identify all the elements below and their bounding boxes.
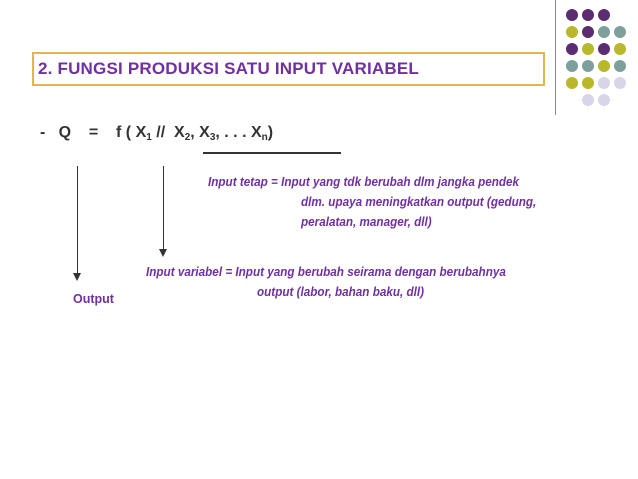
decor-dot bbox=[582, 94, 594, 106]
decor-dot bbox=[614, 60, 626, 72]
equation-subscript-3: 3 bbox=[209, 132, 216, 143]
equation-subscript-1: 1 bbox=[146, 132, 152, 143]
decor-dot bbox=[566, 9, 578, 21]
output-label: Output bbox=[73, 292, 114, 306]
decor-dot bbox=[582, 77, 594, 89]
equation-prefix: - Q = f ( X bbox=[40, 124, 147, 141]
decor-dot bbox=[598, 60, 610, 72]
decor-dot bbox=[582, 26, 594, 38]
slide-title-box bbox=[32, 52, 545, 86]
decorative-vertical-line bbox=[555, 0, 556, 115]
decor-dot bbox=[566, 43, 578, 55]
fixed-input-definition-line-3: peralatan, manager, dll) bbox=[301, 214, 432, 229]
variable-input-arrow-line bbox=[163, 166, 164, 250]
output-arrow-head bbox=[73, 273, 81, 281]
equation-dots: , . . . X bbox=[215, 124, 262, 141]
decor-dot bbox=[614, 77, 626, 89]
decor-dot bbox=[582, 60, 594, 72]
variable-input-definition-line-1: Input variabel = Input yang berubah seirama dengan berubahnya bbox=[146, 264, 506, 279]
slide-title: 2. FUNGSI PRODUKSI SATU INPUT VARIABEL bbox=[38, 59, 419, 78]
fixed-inputs-underline bbox=[203, 152, 341, 154]
equation-subscript-2: 2 bbox=[184, 132, 191, 143]
decor-dot bbox=[598, 77, 610, 89]
equation-subscript-n: n bbox=[261, 132, 268, 143]
fixed-input-definition-line-2: dlm. upaya meningkatkan output (gedung, bbox=[301, 194, 537, 209]
equation-close: ) bbox=[267, 124, 274, 141]
decor-dot bbox=[598, 94, 610, 106]
decor-dot bbox=[598, 26, 610, 38]
decor-dot bbox=[566, 77, 578, 89]
decor-dot bbox=[566, 26, 578, 38]
decor-dot bbox=[566, 60, 578, 72]
decor-dot bbox=[614, 26, 626, 38]
output-arrow-line bbox=[77, 166, 78, 274]
decor-dot bbox=[582, 43, 594, 55]
equation-comma: , X bbox=[190, 124, 210, 141]
decor-dot bbox=[598, 43, 610, 55]
decor-dot bbox=[582, 9, 594, 21]
equation-separator: // X bbox=[151, 124, 185, 141]
decor-dot bbox=[598, 9, 610, 21]
variable-input-definition-line-2: output (labor, bahan baku, dll) bbox=[257, 284, 425, 299]
variable-input-arrow-head bbox=[159, 249, 167, 257]
production-function-equation bbox=[40, 124, 273, 143]
decor-dot bbox=[614, 43, 626, 55]
fixed-input-definition-line-1: Input tetap = Input yang tdk berubah dlm jangka pendek bbox=[208, 174, 520, 189]
